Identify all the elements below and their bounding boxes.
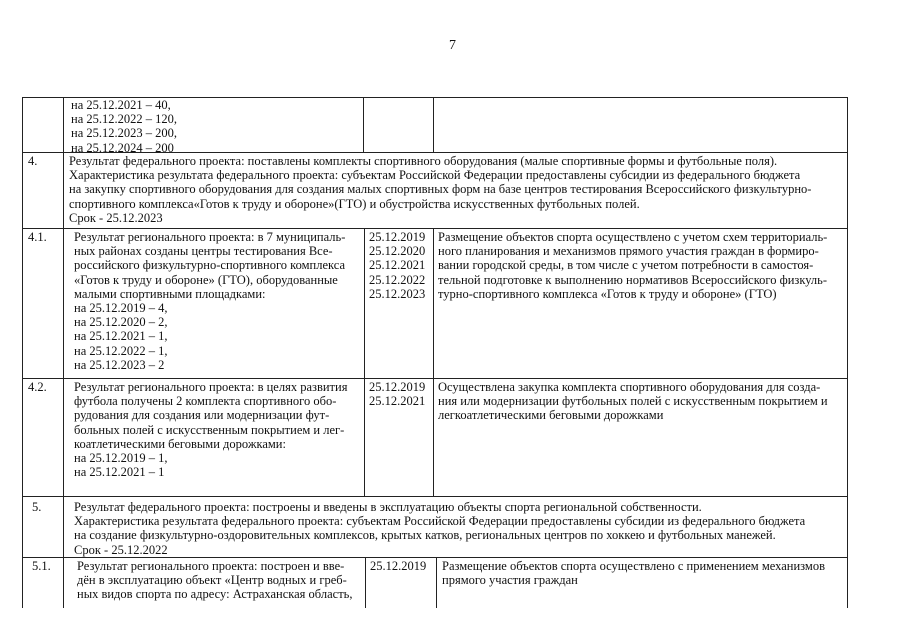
table-row-section-4 xyxy=(22,152,848,228)
dates-column: 25.12.2019 25.12.2021 xyxy=(369,380,426,409)
dates-column: 25.12.2019 25.12.2020 25.12.2021 25.12.2022 25.12.2023 xyxy=(369,230,426,301)
result-text: Результат регионального проекта: в 7 муниципаль- ных районах созданы центры тестирования Все- российского физкультурно-спортивного комплекса «Готов к труду и обороне» (ГТО), оборудованные малыми спортивными площадками: на 25.12.2019 – 4, на 25.12.2020 – 2, на 25.12.2021 – 1, на 25.12.2022 – 1, на 25.12.2023 – 2 xyxy=(74,230,346,372)
section-text: Результат федерального проекта: построены и введены в эксплуатацию объекты спорта региональной собственности. Характеристика результата федерального проекта: субъектам Российской Федерации предоставлены субсидии из федерального бюджета на создание физкультурно-оздоровительных комплексов, крытых катков, региональных центров по хоккею и футбольных манежей. Срок - 25.12.2022 xyxy=(74,500,806,557)
row-number: 4.2. xyxy=(28,380,47,394)
table-row-section-5 xyxy=(22,496,848,557)
table-row-continuation xyxy=(22,97,848,155)
dates-column: 25.12.2019 xyxy=(370,559,427,573)
continuation-values: на 25.12.2021 – 40, на 25.12.2022 – 120, на 25.12.2023 – 200, на 25.12.2024 – 200 xyxy=(71,98,177,155)
section-number: 4. xyxy=(28,154,38,168)
table-row-4-1 xyxy=(22,228,848,378)
table-row-5-1 xyxy=(22,557,848,608)
section-text: Результат федерального проекта: поставлены комплекты спортивного оборудования (малые спортивные формы и футбольные поля). Характеристика результата федерального проекта: субъектам Российской Федерации предоставлены субсидии из федерального бюджета на закупку спортивного оборудования для создания малых спортивных форм на базе центров тестирования Всероссийского физкультурно- спортивного комплекса«Готов к труду и обороне»(ГТО) и обустройства искусственных футбольных полей. Срок - 25.12.2023 xyxy=(69,154,812,225)
description-text: Осуществлена закупка комплекта спортивного оборудования для созда- ния или модернизации футбольных полей с искусственным покрытием и легкоатлетическими беговыми дорожками xyxy=(438,380,828,423)
result-text: Результат регионального проекта: в целях развития футбола получены 2 комплекта спортивного обо- рудования для создания или модернизации фут- больных полей с искусственным покрытием и лег- коатлетическими беговыми дорожками: на 25.12.2019 – 1, на 25.12.2021 – 1 xyxy=(74,380,348,480)
description-text: Размещение объектов спорта осуществлено с применением механизмов прямого участия граждан xyxy=(442,559,825,588)
result-text: Результат регионального проекта: построен и вве- дён в эксплуатацию объект «Центр водных и греб- ных видов спорта по адресу: Астраханская область, xyxy=(77,559,353,602)
row-number: 4.1. xyxy=(28,230,47,244)
section-number: 5. xyxy=(32,500,42,514)
page-number: 7 xyxy=(449,38,456,53)
table-row-4-2 xyxy=(22,378,848,496)
row-number: 5.1. xyxy=(32,559,51,573)
description-text: Размещение объектов спорта осуществлено с учетом схем территориаль- ного планирования и механизмов прямого участия граждан в формиро- вании городской среды, в том числе с учетом потребности в самостоя- тельной подготовке к выполнению нормативов Всероссийского физкуль- турно-спортивного комплекса «Готов к труду и обороне» (ГТО) xyxy=(438,230,828,301)
